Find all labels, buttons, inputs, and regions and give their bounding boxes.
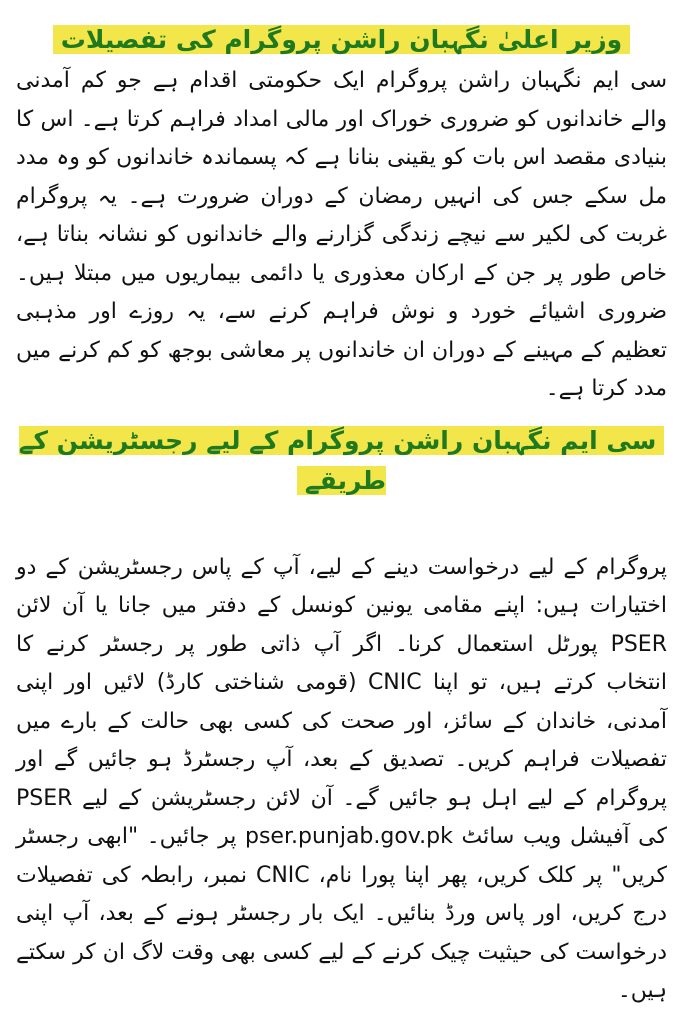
section-heading-registration-text: سی ایم نگہبان راشن پروگرام کے لیے رجسٹریشن کے طریقے xyxy=(19,426,665,495)
registration-methods-paragraph: پروگرام کے لیے درخواست دینے کے لیے، آپ کے پاس رجسٹریشن کے دو اختیارات ہیں: اپنے مقامی یونین کونسل کے دفتر میں جانا یا آن لائن PSER پورٹل استعمال کرنا۔ اگر آپ ذاتی طور پر رجسٹر کرنے کا انتخاب کرتے ہیں، تو اپنا CNIC (قومی شناختی کارڈ) لائیں اور اپنی آمدنی، خاندان کے سائز، اور صحت کی کسی بھی حالت کے بارے میں تفصیلات فراہم کریں۔ تصدیق کے بعد، آپ رجسٹرڈ ہو جائیں گے اور پروگرام کے لیے اہل ہو جائیں گے۔ آن لائن رجسٹریشن کے لیے PSER کی آفیشل ویب سائٹ pser.punjab.gov.pk پر جائیں۔ "ابھی رجسٹر کریں" پر کلک کریں، پھر اپنا پورا نام، CNIC نمبر، رابطہ کی تفصیلات درج کریں، اور پاس ورڈ بنائیں۔ ایک بار رجسٹر ہونے کے بعد، آپ اپنی درخواست کی حیثیت چیک کرنے کے لیے کسی بھی وقت لاگ ان کر سکتے ہیں۔ xyxy=(16,554,667,1003)
program-description-paragraph: سی ایم نگہبان راشن پروگرام ایک حکومتی اقدام ہے جو کم آمدنی والے خاندانوں کو ضروری خوراک اور مالی امداد فراہم کرتا ہے۔ اس کا بنیادی مقصد اس بات کو یقینی بنانا ہے کہ پسماندہ خاندانوں کو وہ مدد مل سکے جس کی انہیں رمضان کے دوران ضرورت ہے۔ یہ پروگرام غربت کی لکیر سے نیچے زندگی گزارنے والے خاندانوں کو نشانہ بناتا ہے، خاص طور پر جن کے ارکان معذوری یا دائمی بیماریوں میں مبتلا ہیں۔ ضروری اشیائے خورد و نوش فراہم کرنے سے، یہ روزے اور مذہبی تعظیم کے مہینے کے دوران ان خاندانوں پر معاشی بوجھ کو کم کرنے میں مدد کرتا ہے۔ xyxy=(16,68,667,401)
section-heading-registration xyxy=(16,421,667,501)
section-heading-details xyxy=(16,20,667,60)
section-heading-details-text: وزیر اعلیٰ نگہبان راشن پروگرام کی تفصیلات xyxy=(53,25,630,54)
